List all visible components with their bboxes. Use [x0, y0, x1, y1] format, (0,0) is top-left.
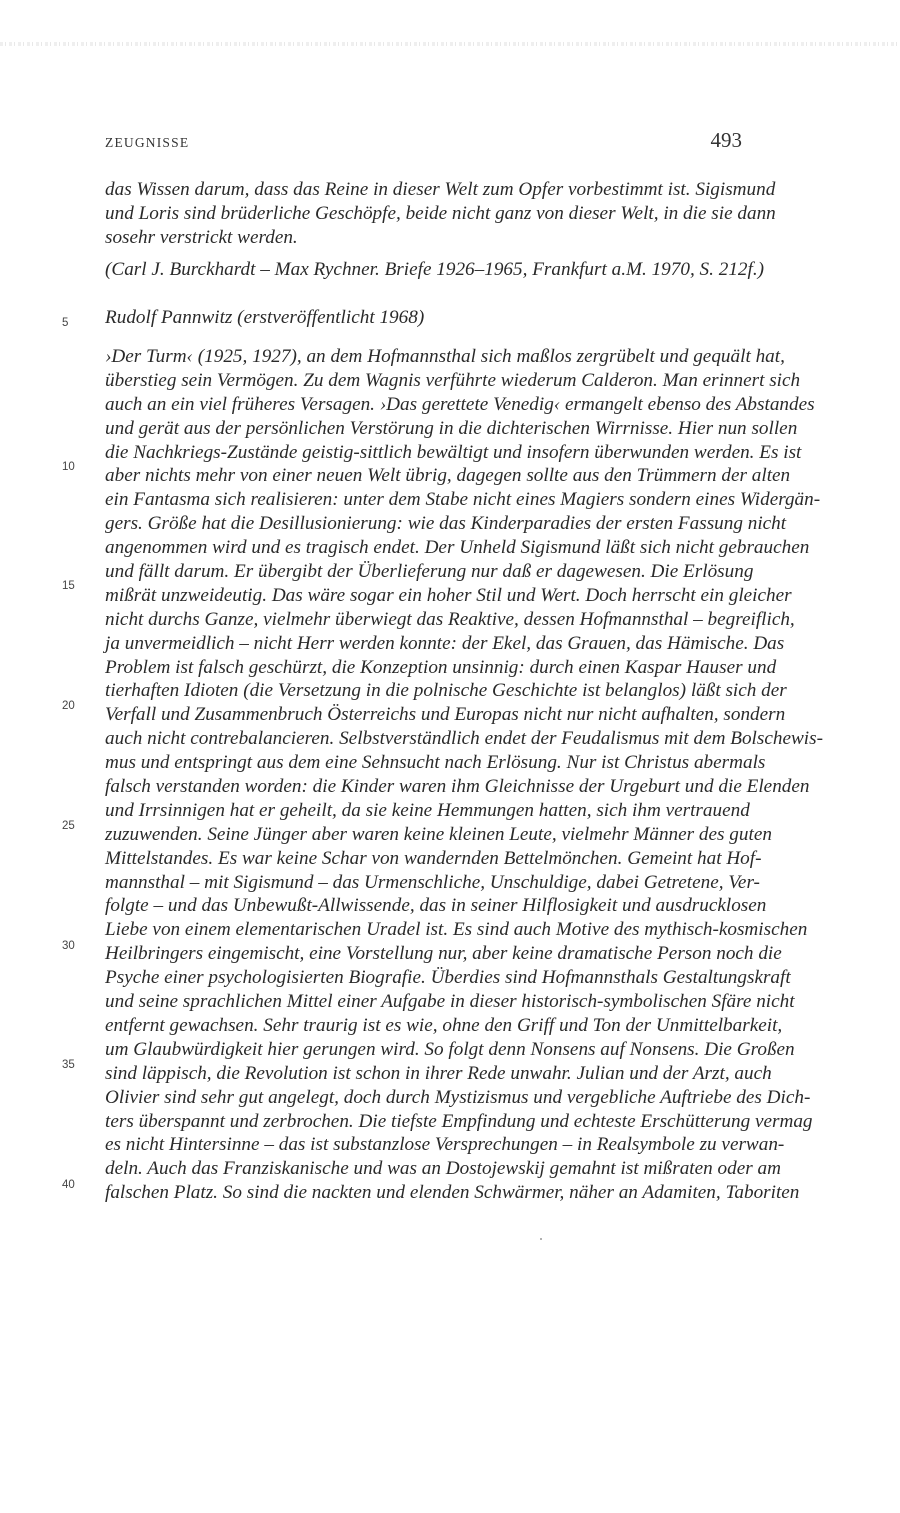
text-line: und seine sprachlichen Mittel einer Aufgabe in dieser historisch-symbolischen Sfäre nicht	[105, 991, 795, 1013]
text-line: falschen Platz. So sind die nackten und elenden Schwärmer, näher an Adamiten, Taboriten	[105, 1182, 800, 1204]
text-line: sosehr verstrickt werden.	[105, 226, 298, 248]
text-line: mißrät unzweideutig. Das wäre sogar ein hoher Stil und Wert. Doch herrscht ein gleicher	[105, 584, 792, 606]
text-line: tierhaften Idioten (die Versetzung in die polnische Geschichte ist belanglos) läßt sich der	[105, 680, 787, 702]
intro-paragraph	[105, 178, 776, 250]
text-line: überstieg sein Vermögen. Zu dem Wagnis verführte wiederum Calderon. Man erinnert sich	[105, 369, 801, 391]
text-line: entfernt gewachsen. Sehr traurig ist es wie, ohne den Griff und Ton der Unmittelbarkeit,	[105, 1014, 783, 1036]
text-line: Olivier sind sehr gut angelegt, doch durch Mystizismus und vergebliche Auftriebe des Dich-	[105, 1086, 811, 1108]
text-line: mus und entspringt aus dem eine Sehnsucht nach Erlösung. Nur ist Christus abermals	[105, 752, 766, 774]
text-line: die Nachkriegs-Zustände geistig-sittlich bewältigt und insofern überwunden werden. Es ist	[105, 441, 802, 463]
text-line: nicht durchs Ganze, vielmehr überwiegt das Reaktive, dessen Hofmannsthal – begreiflich,	[105, 608, 795, 630]
text-line: das Wissen darum, dass das Reine in dieser Welt zum Opfer vorbestimmt ist. Sigismund	[105, 179, 776, 200]
text-line: aber nichts mehr von einer neuen Welt übrig, dagegen sollte aus den Trümmern der alten	[105, 465, 791, 487]
text-line: mannsthal – mit Sigismund – das Urmenschliche, Unschuldige, dabei Getretene, Ver-	[105, 871, 760, 893]
text-line: und fällt darum. Er übergibt der Überlieferung nur daß er dagewesen. Die Erlösung	[105, 561, 754, 583]
text-line: gers. Größe hat die Desillusionierung: wie das Kinderparadies der ersten Fassung nicht	[105, 513, 787, 535]
text-line: zuzuwenden. Seine Jünger aber waren keine kleinen Leute, vielmehr Männer des guten	[105, 823, 772, 845]
text-line: und Irrsinnigen hat er geheilt, da sie keine Hemmungen hatten, sich ihm vertrauend	[105, 799, 750, 821]
text-line: auch nicht contrebalancieren. Selbstverständlich endet der Feudalismus mit dem Bolschewis-	[105, 728, 823, 750]
line-number: 15	[62, 580, 75, 592]
text-line: Liebe von einem elementarischen Uradel ist. Es sind auch Motive des mythisch-kosmischen	[105, 919, 808, 941]
text-line: und gerät aus der persönlichen Verstörung in die dichterischen Wirrnisse. Hier nun sollen	[105, 417, 798, 439]
text-line: Psyche einer psychologisierten Biografie. Überdies sind Hofmannsthals Gestaltungskraft	[105, 967, 791, 989]
text-line: falsch verstanden worden: die Kinder waren ihm Gleichnisse der Urgeburt und die Elenden	[105, 776, 810, 798]
text-line: Mittelstandes. Es war keine Schar von wandernden Bettelmönchen. Gemeint hat Hof-	[105, 847, 762, 869]
scan-artifact	[0, 42, 900, 46]
line-number: 35	[62, 1059, 75, 1071]
body-paragraph	[105, 345, 823, 1205]
text-line: sind läppisch, die Revolution ist schon in ihrer Rede unwahr. Julian und der Arzt, auch	[105, 1062, 772, 1084]
section-heading: Rudolf Pannwitz (erstveröffentlicht 1968)	[105, 307, 425, 328]
line-number: 30	[62, 940, 75, 952]
citation: (Carl J. Burckhardt – Max Rychner. Briefe 1926–1965, Frankfurt a.M. 1970, S. 212f.)	[105, 259, 765, 280]
text-line: und Loris sind brüderliche Geschöpfe, beide nicht ganz von dieser Welt, in die sie dann	[105, 202, 776, 224]
text-line: auch an ein viel früheres Versagen. ›Das gerettete Venedig‹ ermangelt ebenso des Abstandes	[105, 393, 815, 415]
text-line: es nicht Hintersinne – das ist substanzlose Versprechungen – in Realsymbole zu verwan-	[105, 1134, 785, 1156]
page-number: 493	[710, 128, 742, 152]
text-line: ters überspannt und zerbrochen. Die tiefste Empfindung und echteste Erschütterung vermag	[105, 1110, 813, 1132]
line-number: 10	[62, 461, 75, 473]
text-line: Problem ist falsch geschürzt, die Konzeption unsinnig: durch einen Kaspar Hauser und	[105, 656, 777, 678]
line-number: 25	[62, 820, 75, 832]
scan-speck	[540, 1238, 542, 1240]
text-line: deln. Auch das Franziskanische und was an Dostojewskij gemahnt ist mißraten oder am	[105, 1158, 781, 1180]
line-number: 40	[62, 1179, 75, 1191]
line-number: 5	[62, 317, 69, 329]
text-line: Verfall und Zusammenbruch Österreichs und Europas nicht nur nicht aufhalten, sondern	[105, 704, 786, 726]
text-line: um Glaubwürdigkeit hier gerungen wird. So folgt denn Nonsens auf Nonsens. Die Großen	[105, 1038, 795, 1060]
text-line: angenommen wird und es tragisch endet. Der Unheld Sigismund läßt sich nicht gebrauchen	[105, 537, 810, 559]
running-head: ZEUGNISSE	[105, 135, 190, 150]
text-line: ›Der Turm‹ (1925, 1927), an dem Hofmannsthal sich maßlos zergrübelt und gequält hat,	[105, 346, 785, 367]
text-line: folgte – und das Unbewußt-Allwissende, das in seiner Hilflosigkeit und ausdrucklosen	[105, 895, 767, 917]
text-line: Heilbringers eingemischt, eine Vorstellung nur, aber keine dramatische Person noch die	[105, 943, 782, 965]
text-line: ja unvermeidlich – nicht Herr werden konnte: der Ekel, das Grauen, das Hämische. Das	[105, 632, 785, 654]
line-number: 20	[62, 700, 75, 712]
text-line: ein Fantasma sich realisieren: unter dem Stabe nicht eines Magiers sondern eines Widergän-	[105, 489, 821, 511]
